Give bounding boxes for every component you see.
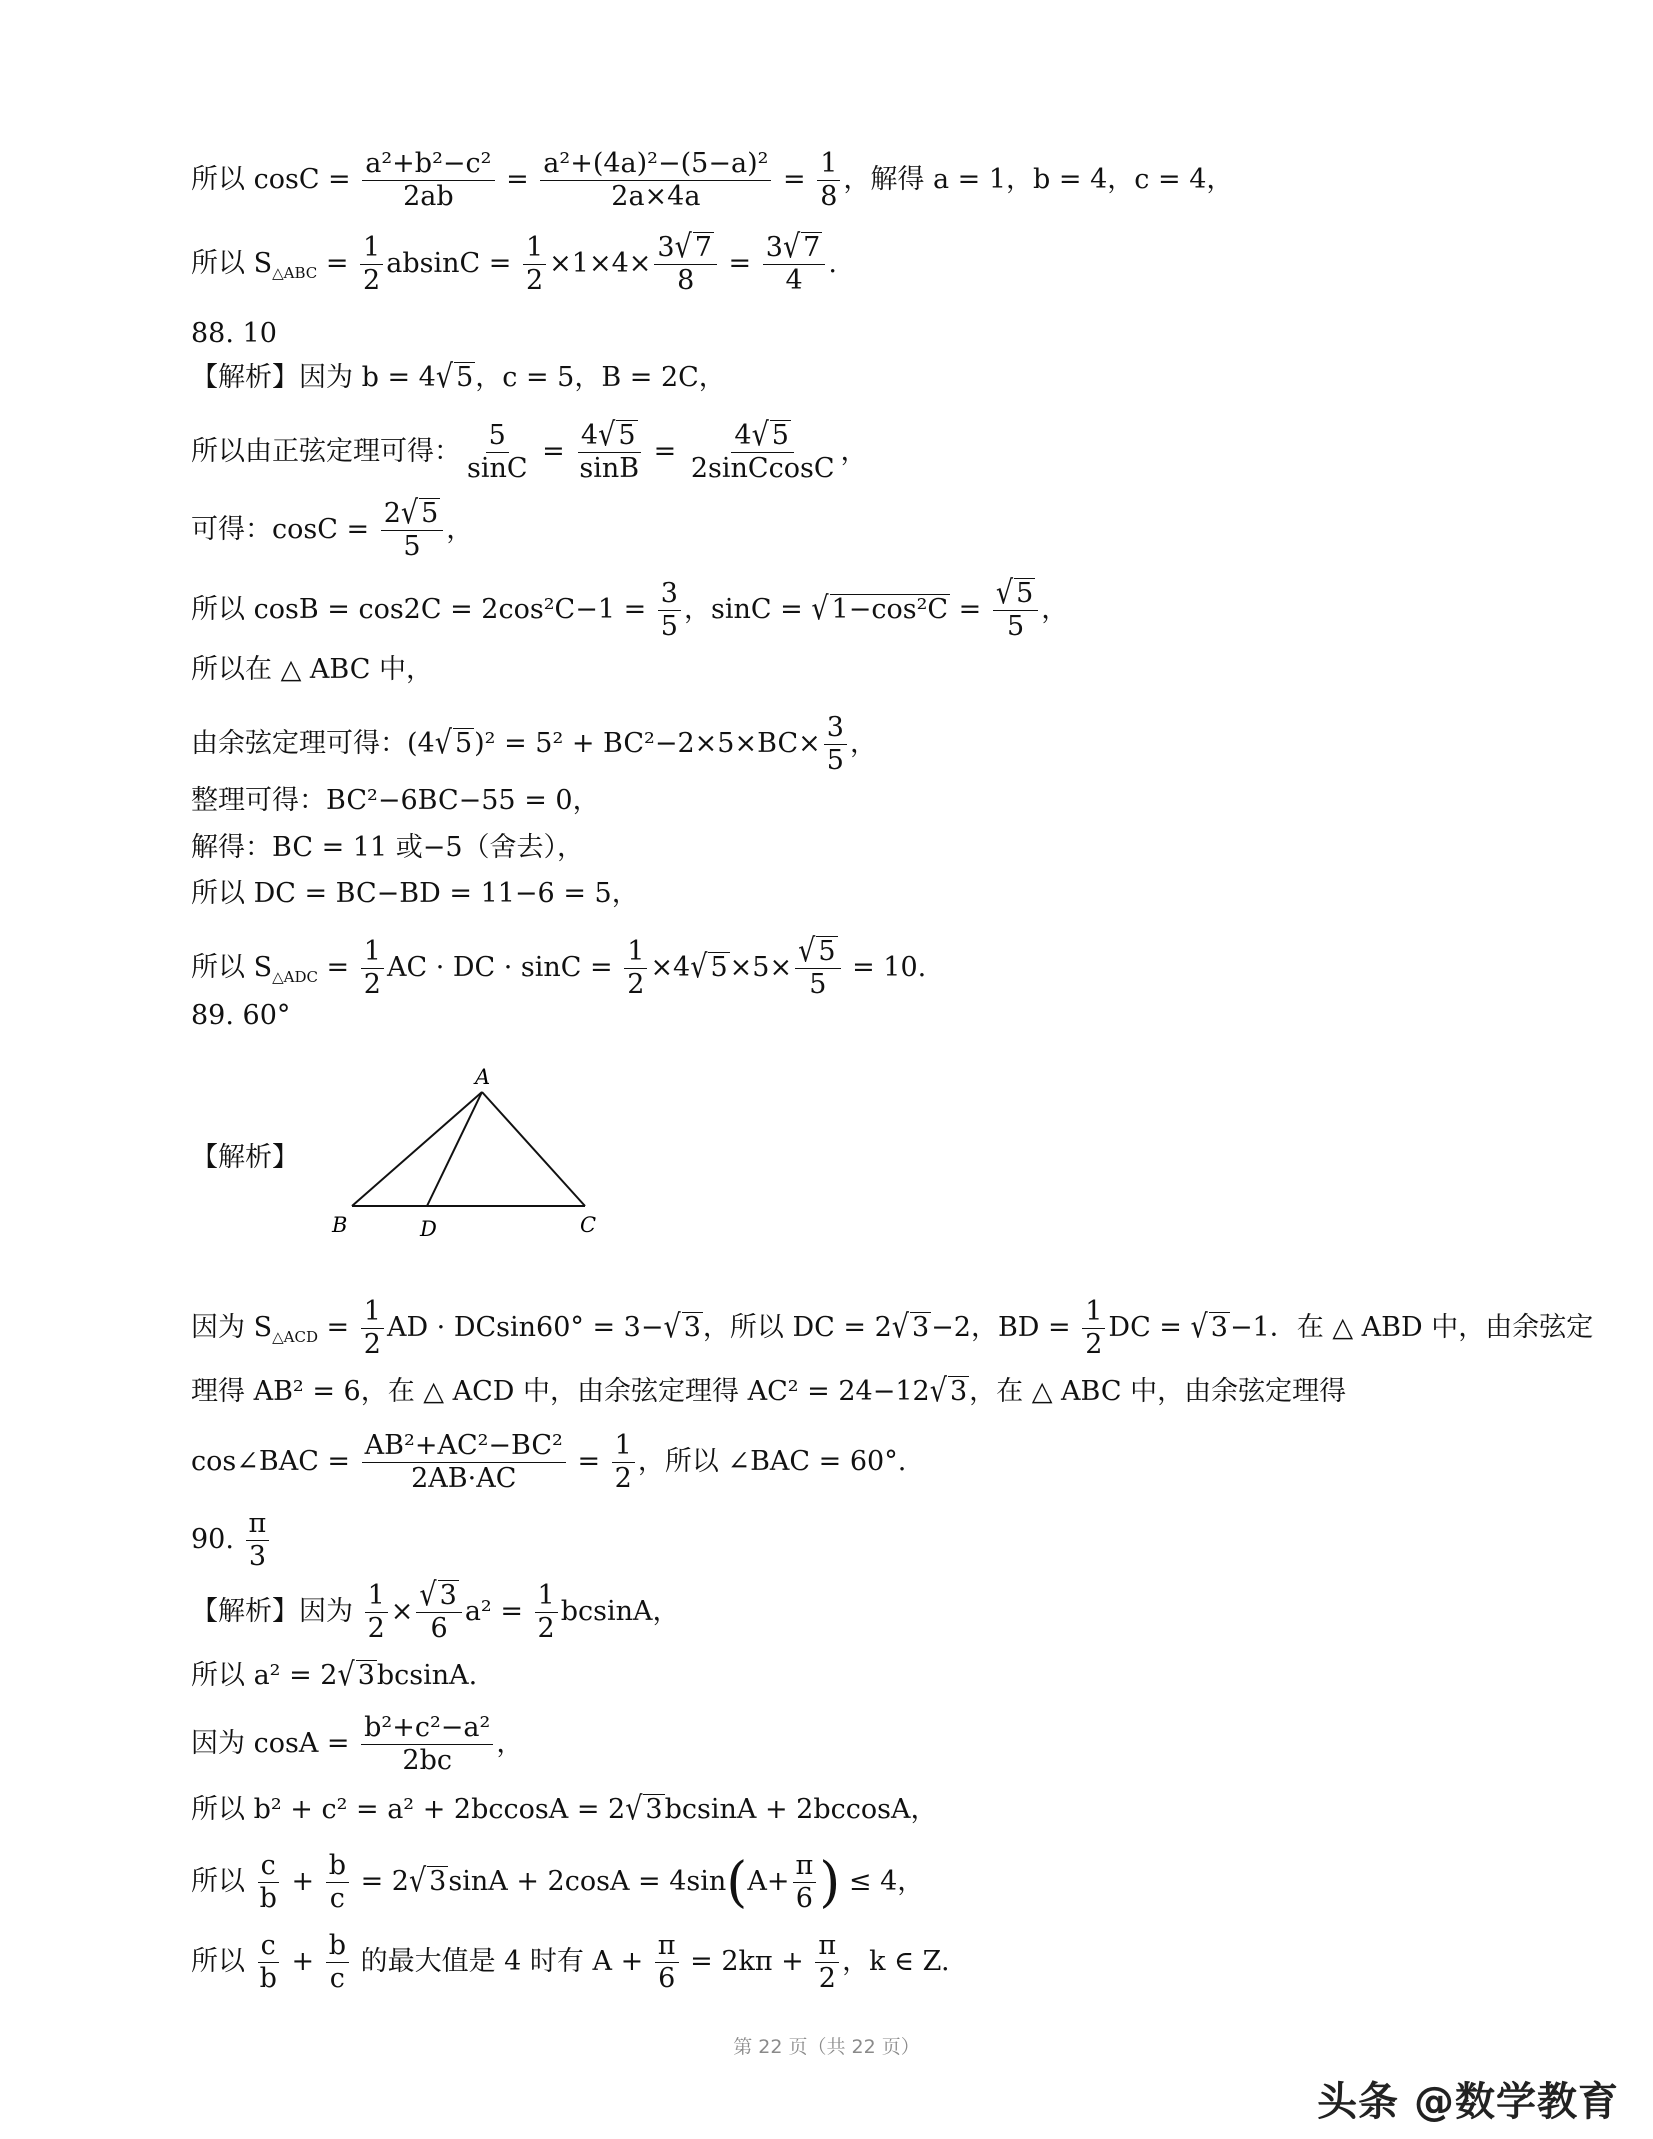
solution-line: 所以 cosB = cos2C = 2cos²C−1 = $\frac{3}{5}$ ，sinC = √ 1−cos²C = $\frac{√ 5}{5}$ ， [191,574,1069,642]
solution-line: 因为 cosA = $\frac{\text{b²+c²−a²}}{2bc}$ ， [191,1712,524,1776]
segment-ab [352,1092,482,1206]
page-footer: 第 22 页（共 22 页） [733,2036,920,2058]
solution-line: 因为 $S_{\triangle ACD}$ = $\frac{1}{2}$ AD · DCsin60° = 3−√ 3，所以 DC = 2√ 3−2，BD = $\frac{1}{2}$ DC = √ 3−1．在 △ ABD 中，由余弦定 [191,1296,1594,1360]
solution-line: 所以在 △ ABC 中， [191,654,434,685]
question-88-answer: 88. 10 [191,318,277,349]
solution-line: 可得：cosC = $\frac{2√ 5}{5}$ ， [191,494,474,562]
solution-line: 所以 $S_{\triangle ADC}$ = $\frac{1}{2}$ AC · DC · sinC = $\frac{1}{2}$ ×4√ 5×5× $\frac{√ 5}{5}$ = 10. [191,932,927,1000]
solution-line: 所以 cosC = $\frac{\text{a²+b²−c²}}{2ab}$ = $\frac{\text{a²+(4a)²−(5−a)²}}{2a\times 4a}$ = $\frac{1}{8}$ ，解得 a = 1，b = 4，c = 4， [191,148,1234,212]
question-89-answer: 89. 60° [191,1000,291,1031]
solution-line: 【解析】因为 $\frac{1}{2}$ × $\frac{√ 3}{6}$ a² = $\frac{1}{2}$ bcsinA， [191,1576,680,1644]
solution-line: 整理可得：BC²−6BC−55 = 0， [191,785,600,816]
solution-line: 所以 $\frac{c}{b}$ + $\frac{b}{c}$ 的最大值是 4 时有 A + $\frac{\pi}{6}$ = 2kπ + $\frac{\pi}{2}$ ，k ∈ Z. [191,1930,950,1994]
solution-line: cos∠BAC = $\frac{\text{AB²+AC²−BC²}}{2AB\cdot AC}$ = $\frac{1}{2}$ ，所以 ∠BAC = 60°. [191,1430,907,1494]
solution-line: 所以 $S_{\triangle ABC}$ = $\frac{1}{2}$ absinC = $\frac{1}{2}$ ×1×4× $\frac{3√ 7}{8}$ = $\frac{3√ 7}{4}$ . [191,228,837,296]
vertex-label-d: D [420,1217,437,1241]
solution-line: 所以由正弦定理可得： $\frac{5}{\sin C}$ = $\frac{4√ 5}{\sin B}$ = $\frac{4√ 5}{\text{2sinCcosC}}$ ， [191,416,868,484]
solution-line: 所以 a² = 2√ 3bcsinA. [191,1656,478,1694]
solution-line: 所以 DC = BC−BD = 11−6 = 5， [191,878,639,909]
segment-ad [427,1092,482,1206]
solution-line: 解得：BC = 11 或−5（舍去）， [191,832,585,863]
vertex-label-a: A [475,1065,491,1089]
solution-line: 理得 AB² = 6，在 △ ACD 中，由余弦定理得 AC² = 24−12√ 3，在 △ ABC 中，由余弦定理得 [191,1372,1347,1410]
watermark: 头条 @数学教育 [1317,2079,1619,2125]
analysis-label: 【解析】 [191,1142,299,1173]
triangle-figure [320,1062,600,1242]
solution-line: 所以 $\frac{c}{b}$ + $\frac{b}{c}$ = 2√ 3sinA + 2cosA = 4sin(A+ $\frac{\pi}{6}$ ) ≤ 4， [191,1850,925,1914]
solution-line: 所以 b² + c² = a² + 2bccosA = 2√ 3bcsinA + 2bccosA， [191,1790,938,1828]
segment-ac [482,1092,585,1206]
vertex-label-b: B [332,1213,348,1237]
solution-line: 【解析】因为 b = 4√ 5，c = 5，B = 2C， [191,358,726,396]
question-90-answer: 90. $\frac{\pi}{3}$ [191,1508,272,1573]
solution-line: 由余弦定理可得：(4√ 5)² = 5² + BC²−2×5×BC× $\frac{3}{5}$ ， [191,712,877,776]
vertex-label-c: C [580,1213,597,1237]
